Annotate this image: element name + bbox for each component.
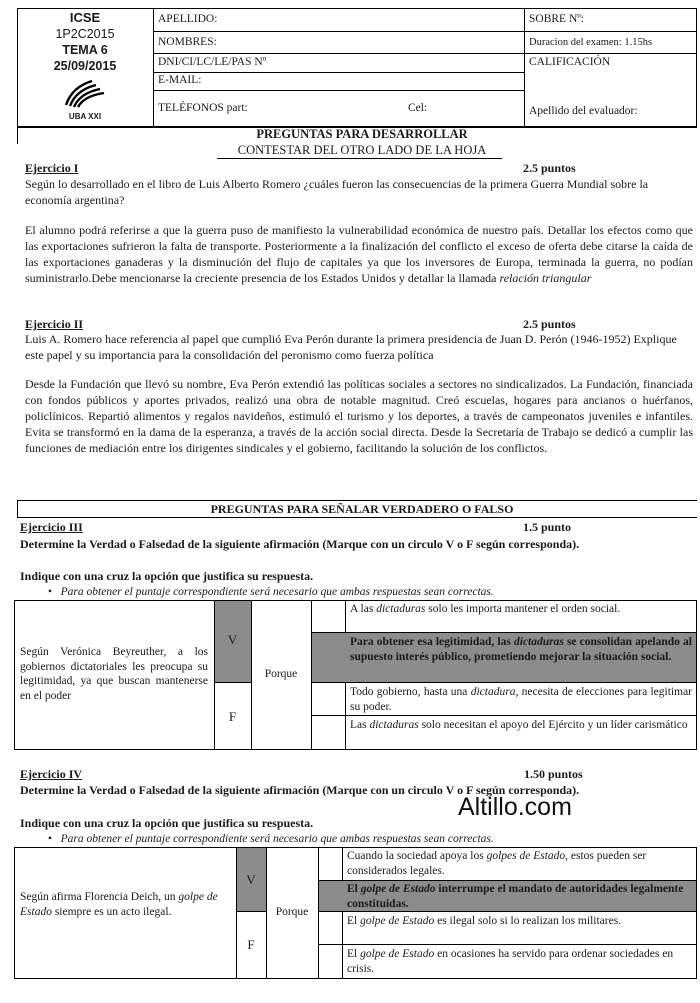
header-date: 25/09/2015: [53, 59, 117, 73]
ej4-statement: Según afirma Florencia Deich, un golpe de Estado siempre es un acto ilegal.: [20, 891, 218, 918]
ej3-label: Ejercicio III: [20, 520, 83, 534]
ej1-question: Según lo desarrollado en el libro de Luis Alberto Romero ¿cuáles fueron las consecuencias de la primera Guerra Mundial sobre la economía argentina?: [25, 177, 649, 207]
field-dni: DNI/CI/LC/LE/PAS Nº: [158, 56, 267, 68]
logo-text: UBA XXI: [68, 112, 102, 121]
bullet-icon: •: [48, 833, 53, 845]
ej3-v[interactable]: V: [227, 632, 238, 647]
ej1-label: Ejercicio I: [25, 161, 79, 175]
ej3-porque: Porque: [264, 668, 298, 680]
field-apellido: APELLIDO:: [158, 13, 218, 25]
ej4-f[interactable]: F: [247, 937, 255, 952]
field-sobre: SOBRE Nº:: [529, 13, 585, 25]
ej3-statement: Según Verónica Beyreuther, a los gobiernos dictatoriales les preocupa su legitimidad, ya que buscan mantenerse en el poder: [20, 646, 208, 702]
ej1-points: 2.5 puntos: [523, 161, 576, 175]
ej3-bullet: • Para obtener el puntaje correspondiente será necesario que ambas respuestas sean correctas.: [48, 586, 494, 598]
ej4-instruction1: Determine la Verdad o Falsedad de la siguiente afirmación (Marque con un circulo V o F según corresponda).: [20, 783, 580, 797]
ej3-option-3[interactable]: Todo gobierno, hasta una dictadura, necesita de elecciones para legitimar su poder.: [350, 686, 692, 713]
section1-title: PREGUNTAS PARA DESARROLLAR: [256, 127, 468, 141]
ej3-instruction1: Determine la Verdad o Falsedad de la siguiente afirmación (Marque con un circulo V o F según corresponda).: [20, 537, 580, 551]
bullet-icon: •: [48, 586, 53, 598]
field-evaluador: Apellido del evaluador:: [529, 105, 638, 117]
uba-logo-icon: [62, 77, 108, 113]
ej1-answer: El alumno podrá referirse a que la guerra puso de manifiesto la vulnerabilidad económica de nuestro país. Detallar los efectos como que las exportaciones sufrieron la falta de transporte. Posteriormente a la finalización del conflicto el exceso de oferta debe citarse la caída de las exportaciones ganaderas y la disminución del flujo de capitales ya que los inversores de Europa, terminada la guerra, no podían suministrarlo.Debe mencionarse la creciente presencia de los Estados Unidos y detallar la llamada relación triangular: [25, 223, 693, 285]
ej4-option-1[interactable]: Cuando la sociedad apoya los golpes de Estado, estos pueden ser considerados legales.: [347, 850, 647, 877]
ej3-option-1[interactable]: A las dictaduras solo les importa mantener el orden social.: [350, 603, 621, 615]
header-code: 1P2C2015: [55, 27, 115, 41]
header-tema: TEMA 6: [62, 43, 108, 57]
field-telefonos: TELÉFONOS part:: [158, 102, 248, 114]
watermark-altillo: Altillo.com: [458, 793, 572, 821]
ej3-f[interactable]: F: [228, 709, 237, 724]
ej2-answer: Desde la Fundación que llevó su nombre, Eva Perón extendió las políticas sociales a sectores no sindicalizados. La Fundación, financiada con fondos públicos y aportes privados, realizó una obra de notable magnitud. Creó escuelas, hogares para ancianos o huérfanos, policlínicos. Repartió alimentos y regalos navideños, estimuló el turismo y los deportes, a través de campeonatos juveniles e infantiles. Evita se transformó en la dama de la esperanza, a través de la acción social directa. Desde la Secretaría de Trabajo se dedicó a cumplir las funciones de mediación entre los dirigentes sindicales y el gobierno, facilitando la solución de los conflictos.: [25, 377, 693, 455]
ej2-label: Ejercicio II: [25, 317, 84, 331]
section2-title: PREGUNTAS PARA SEÑALAR VERDADERO O FALSO: [210, 502, 514, 516]
ej4-v[interactable]: V: [246, 872, 256, 887]
ej4-points: 1.50 puntos: [524, 767, 583, 781]
field-email: E-MAIL:: [158, 74, 202, 86]
header-icse: ICSE: [69, 10, 101, 25]
ej3-points: 1.5 punto: [523, 520, 572, 534]
field-calificacion: CALIFICACIÓN: [529, 56, 611, 68]
section1-subtitle: CONTESTAR DEL OTRO LADO DE LA HOJA: [237, 143, 487, 157]
field-nombres: NOMBRES:: [158, 36, 217, 48]
ej3-instruction2: Indique con una cruz la opción que justifica su respuesta.: [20, 569, 314, 583]
ej4-bullet: • Para obtener el puntaje correspondiente será necesario que ambas respuestas sean correctas.: [48, 833, 494, 845]
ej2-question: Luis A. Romero hace referencia al papel que cumplió Eva Perón durante la primera presidencia de Juan D. Perón (1946-1952) Explique este papel y su importancia para la consolidación del peronismo como fuerza política: [25, 332, 677, 362]
ej2-points: 2.5 puntos: [523, 317, 576, 331]
field-cel: Cel:: [408, 102, 428, 114]
ej4-option-2[interactable]: El golpe de Estado interrumpe el mandato de autoridades legalmente constituidas.: [347, 883, 684, 910]
field-duracion: Duracion del examen: 1.15hs: [529, 37, 653, 48]
ej4-label: Ejercicio IV: [20, 767, 83, 781]
ej4-option-3[interactable]: El golpe de Estado es ilegal solo si lo realizan los militares.: [347, 915, 622, 927]
ej4-porque: Porque: [275, 906, 309, 918]
ej3-option-4[interactable]: Las dictaduras solo necesitan el apoyo del Ejército y un líder carismático: [350, 719, 688, 731]
ej4-instruction2: Indique con una cruz la opción que justifica su respuesta.: [20, 816, 314, 830]
ej3-option-2[interactable]: Para obtener esa legitimidad, las dictaduras se consolidan apelando al supuesto interés público, prometiendo mejorar la situación social.: [350, 636, 692, 663]
ej4-option-4[interactable]: El golpe de Estado en ocasiones ha servido para ordenar sociedades en crisis.: [347, 948, 674, 975]
